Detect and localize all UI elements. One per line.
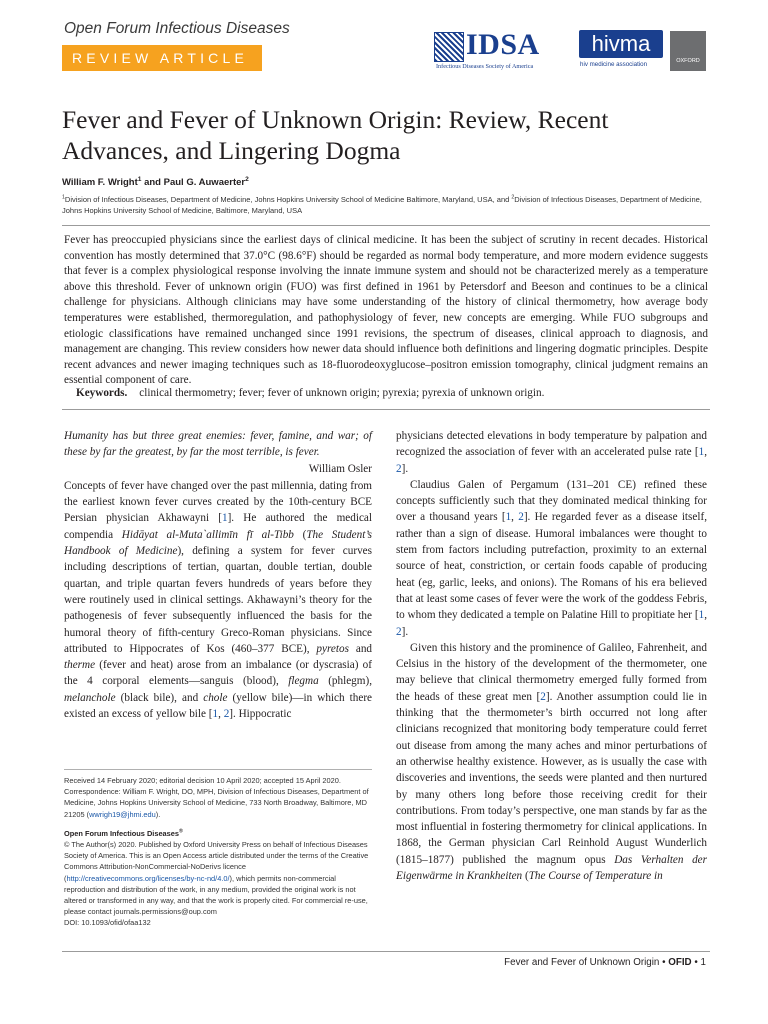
author-affiliation-marker: 2	[245, 175, 249, 183]
article-type-banner: REVIEW ARTICLE	[62, 45, 262, 71]
text-run: ]. He regarded fever as a disease itself, rather than a sign of disease. Humoral imbalances were thought to stem from factors including putrefaction, proximity to an external source of heat, constriction, or certain foods capable of producing heat (eg, garlic, leeks, and onions). The Romans of his era believed that at least some cases of fever were the work of the goddess Febris, to whom they dedicated a temple on Palatine Hill to propitiate her [	[396, 511, 707, 622]
citation-link[interactable]: 1	[698, 609, 705, 622]
citation-link[interactable]: 1	[505, 511, 512, 524]
footnotes	[64, 775, 374, 929]
bullet-separator: •	[662, 957, 666, 968]
citation-link[interactable]: 1	[221, 512, 228, 525]
citation-link[interactable]: 2	[223, 708, 230, 721]
author-name: William F. Wright	[62, 177, 138, 188]
journal-name: Open Forum Infectious Diseases	[64, 20, 290, 37]
idsa-emblem-icon	[434, 32, 464, 62]
text-run: ).	[155, 809, 161, 819]
licence-link[interactable]: http://creativecommons.org/licenses/by-nc-nd/4.0/	[66, 873, 230, 883]
page-number: 1	[700, 957, 706, 968]
affiliation-text: Division of Infectious Diseases, Department of Medicine, Johns Hopkins University School of Medicine Baltimore, Maryland, USA, and	[64, 195, 512, 204]
keywords-text: clinical thermometry; fever; fever of unknown origin; pyrexia; pyrexia of unknown origin.	[139, 387, 545, 399]
author-affiliation-marker: 1	[137, 175, 142, 183]
text-run: (fever and heat) arose from an imbalance (or dyscrasia) of the 4 corporal elements—sanguis (blood),	[64, 659, 372, 688]
author-name: Paul G. Auwaerter	[163, 177, 246, 188]
footer-rule	[62, 951, 710, 952]
italic-title: Hidāyat al-Muta`allimīn fī al-Tibb	[121, 528, 294, 541]
italic-term: melanchole	[64, 691, 116, 704]
text-run: ,	[218, 708, 224, 721]
idsa-logo	[434, 30, 574, 70]
citation-link[interactable]: 2	[518, 511, 524, 524]
text-run: ,	[511, 511, 519, 524]
correspondence	[64, 786, 374, 820]
text-run: (	[522, 870, 529, 883]
footnote-rule	[64, 769, 372, 770]
italic-title: The Student’s Handbook of Medicine	[64, 528, 372, 558]
text-run: Correspondence: William F. Wright, DO, MPH, Division of Infectious Diseases, Department of Medicine, Johns Hopkins University School of Medicine, 733 North Broadway, Baltimore, MD 21205 (	[64, 787, 369, 819]
journal-footnote-title	[64, 828, 374, 839]
running-title: Fever and Fever of Unknown Origin	[504, 957, 660, 968]
body-paragraph	[396, 640, 707, 884]
registered-mark: ®	[179, 828, 183, 835]
text-run: Claudius Galen of Pergamum (131–201 CE) refined these concepts sufficiently such that they dominated medical thinking for over a thousand years [	[396, 478, 707, 524]
text-run: ]. He authored the medical compendia	[64, 512, 372, 541]
citation-link[interactable]: 2	[396, 625, 402, 638]
text-run: Given this history and the prominence of Galileo, Fahrenheit, and Celsius in the history of the development of the thermometer, one may believe that clinical thermometry emerged fully formed from the heads of these great men [	[396, 641, 707, 703]
doi: DOI: 10.1093/ofid/ofaa132	[64, 918, 151, 928]
bullet-separator: •	[694, 957, 698, 968]
email-link[interactable]: wwrigh19@jhmi.edu	[89, 809, 156, 819]
copyright-notice	[64, 839, 374, 917]
text-run: ), defining a system for fever curves including descriptions of tertian, quartan, double tertian, double quartan, and triple quartan fevers hundreds of years before they were routinely used in clinical settings. Akhawayni’s theory for the pathogenesis of fever subsequently influenced the basis for the humoral theory of fifth-century Greco-Roman physicians. Since attributed to Hippocrates of Kos (460–377 BCE),	[64, 545, 372, 655]
hivma-logo-text: hivma	[579, 30, 663, 58]
text-run: physicians detected elevations in body temperature by palpation and recognized the association of fever with an accelerated pulse rate [	[396, 430, 707, 459]
text-run: (black bile), and	[115, 691, 204, 704]
text-run: and	[348, 642, 373, 655]
text-run: Open Forum Infectious Diseases	[64, 828, 179, 838]
body-column-right	[396, 428, 707, 884]
keywords-label: Keywords.	[76, 387, 128, 399]
text-run: ]. Another assumption could lie in thinking that the thermometer’s birth occurred not long after clinicians recognized that monitoring body temperature could ferret out disease from among the many aches and minor perturbations of an otherwise healthy existence. However, as is usually the case with discoveries and inventions, the seeds were planted and then nurtured by many others long before those receiving credit for their contributions. From today’s perspective, one man stands by far as the most influential in fostering thermometry for clinical applications. In 1868, the German physician Carl Reinhold August Wunderlich (1815–1877) published the magnum opus	[396, 690, 707, 866]
text-run: ].	[401, 462, 409, 475]
italic-term: flegma	[288, 675, 319, 688]
hivma-logo-subtitle: hiv medicine association	[580, 61, 648, 68]
article-title: Fever and Fever of Unknown Origin: Review, Recent Advances, and Lingering Dogma	[62, 105, 609, 165]
italic-term: pyretos	[316, 642, 349, 655]
italic-title: Das Verhalten der Eigenwärme in Krankheiten	[396, 853, 707, 883]
idsa-logo-subtitle: Infectious Diseases Society of America	[436, 63, 534, 70]
body-paragraph	[396, 477, 707, 640]
body-paragraph	[396, 428, 707, 477]
author-list	[62, 177, 249, 188]
hivma-logo	[579, 30, 663, 70]
text-run: ,	[704, 446, 707, 459]
text-run: (	[293, 528, 307, 541]
italic-term: therme	[64, 659, 96, 672]
body-paragraph	[64, 478, 372, 722]
text-run: ), which permits non-commercial reproduction and distribution of the work, in any medium, provided the original work is not altered or transformed in any way, and that the work is properly cited. For commercial re-use, please contact journals.permissions@oup.com	[64, 873, 368, 917]
epigraph-attribution: William Osler	[308, 462, 372, 475]
body-column-left	[64, 428, 372, 722]
oxford-logo: OXFORD	[670, 31, 706, 71]
keywords	[76, 387, 544, 399]
abstract: Fever has preoccupied physicians since the earliest days of clinical medicine. It has been the subject of scrutiny in recent decades. Historical convention has mostly determined that 37.0°C (98.6°F) should be regarded as normal body temperature, and more modern evidence suggests that fever is a complex physiological response involving the innate immune system and should not be characterized merely as a temperature above this threshold. Fever of unknown origin (FUO) was first defined in 1961 by Petersdorf and Beeson and continues to be a clinical challenge for physicians. Although clinicians may have some understanding of the history of clinical thermometry, how average body temperatures were established, thermoregulation, and pathophysiology of fever, new concepts are emerging. While FUO subgroups and etiologic classifications have remained unchanged since 1991 revisions, the spectrum of diseases, clinical approach to diagnosis, and management are changing. This review considers how newer data should influence both definitions and lingering dogmatic principles. Despite recent advances and newer imaging techniques such as 18-fluorodeoxyglucose–positron emission tomography, clinical judgment remains an essential component of care.	[64, 234, 708, 387]
author-separator: and	[141, 177, 164, 188]
epigraph: Humanity has but three great enemies: fever, famine, and war; of these by far the greatest, by far the most terrible, is fever.	[64, 430, 372, 459]
affiliation-marker: 1	[62, 194, 65, 201]
text-run: Concepts of fever have changed over the past millennia, dating from the earliest known fever curves created by the 10th-century BCE Persian physician Akhawayni [	[64, 479, 372, 525]
italic-title: The Course of Temperature in	[528, 870, 663, 883]
text-run: (phlegm),	[318, 675, 373, 688]
text-run: ]. Hippocratic	[229, 708, 292, 721]
idsa-logo-text: IDSA	[466, 28, 540, 61]
citation-link[interactable]: 1	[698, 446, 705, 459]
affiliation-text: Division of Infectious Diseases, Department of Medicine, Johns Hopkins University School of Medicine, Baltimore, Maryland, USA	[62, 195, 702, 215]
citation-link[interactable]: 1	[212, 708, 219, 721]
text-run: ,	[704, 609, 707, 622]
affiliation-marker: 2	[511, 194, 515, 201]
page-footer	[504, 957, 706, 968]
text-run: © The Author(s) 2020. Published by Oxford University Press on behalf of Infectious Diseases Society of America. This is an Open Access article distributed under the terms of the Creative Commons Attribution-NonCommercial-NoDerivs licence (	[64, 840, 369, 883]
italic-term: chole	[203, 691, 228, 704]
text-run: ].	[401, 625, 409, 638]
citation-link[interactable]: 2	[396, 462, 402, 475]
text-run: (yellow bile)—in which there existed an excess of yellow bile [	[64, 691, 373, 721]
affiliations	[62, 194, 710, 216]
abstract-bottom-rule	[62, 409, 710, 410]
citation-link[interactable]: 2	[540, 690, 546, 703]
abstract-top-rule	[62, 225, 710, 226]
received-dates: Received 14 February 2020; editorial decision 10 April 2020; accepted 15 April 2020.	[64, 776, 341, 785]
journal-abbrev: OFID	[668, 957, 692, 968]
